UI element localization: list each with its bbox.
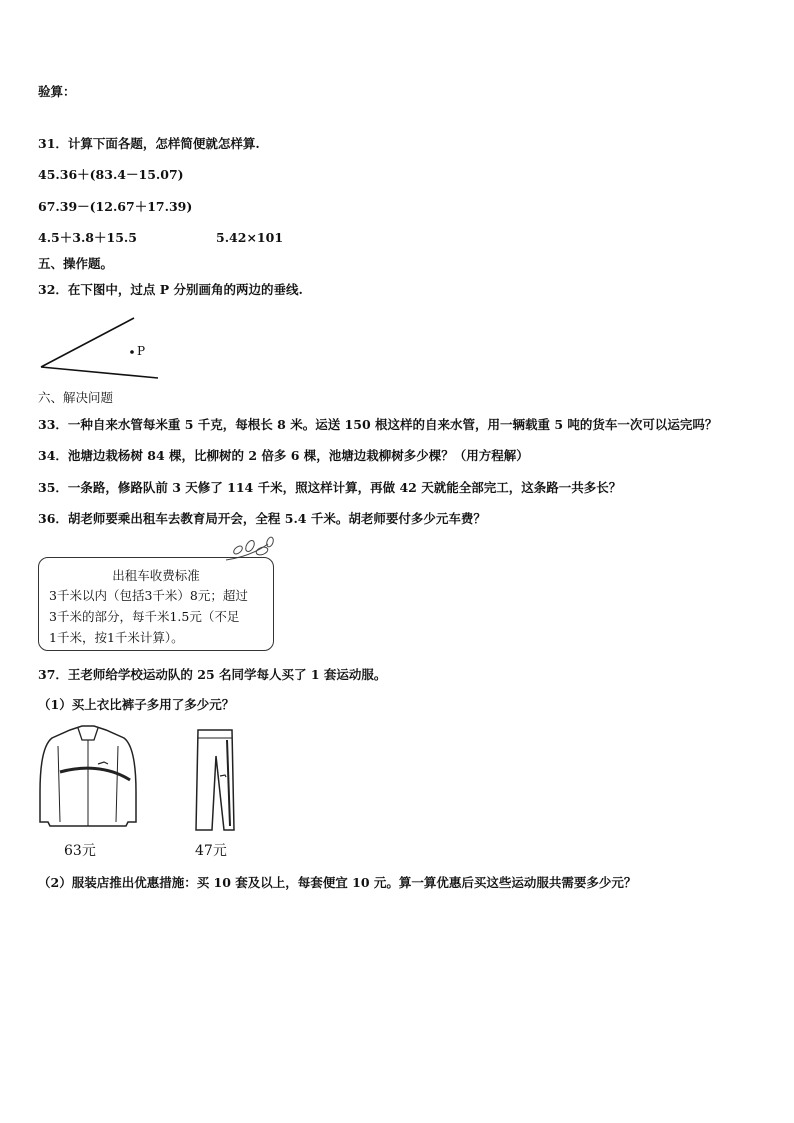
question-35: 35．一条路，修路队前 3 天修了 114 千米，照这样计算，再做 42 天就能全部完工，这条路一共多长？ [38, 480, 622, 495]
section-6-heading: 六、解决问题 [38, 390, 114, 405]
angle-lower-side [41, 367, 158, 378]
question-37-part-2: （2）服装店推出优惠措施：买 10 套及以上，每套便宜 10 元。算一算优惠后买这些运动服共需要多少元？ [38, 875, 637, 890]
expression-3: 4.5＋3.8＋15.5 [38, 230, 137, 245]
pants-image [190, 726, 240, 836]
taxi-fare-line-1: 3千米以内（包括3千米）8元；超过 [49, 588, 248, 603]
question-31: 31．计算下面各题，怎样简便就怎样算. [38, 136, 260, 151]
question-33: 33．一种自来水管每米重 5 千克，每根长 8 米。运送 150 根这样的自来水管，用一辆载重 5 吨的货车一次可以运完吗？ [38, 417, 718, 432]
expression-2: 67.39－(12.67＋17.39) [38, 199, 193, 214]
question-34: 34．池塘边栽杨树 84 棵，比柳树的 2 倍多 6 棵，池塘边栽柳树多少棵？（用方程解） [38, 448, 529, 463]
jacket-price: 63元 [64, 843, 96, 859]
expression-1: 45.36＋(83.4－15.07) [38, 167, 184, 182]
angle-figure [36, 312, 166, 382]
check-label: 验算： [38, 84, 76, 99]
taxi-fare-box [38, 557, 274, 651]
question-37-part-1: （1）买上衣比裤子多用了多少元？ [38, 697, 235, 712]
point-p-dot [130, 350, 134, 354]
taxi-fare-line-2: 3千米的部分，每千米1.5元（不足 [49, 609, 240, 624]
jacket-image [38, 722, 138, 834]
taxi-fare-title: 出租车收费标准 [112, 568, 200, 583]
question-36: 36．胡老师要乘出租车去教育局开会，全程 5.4 千米。胡老师要付多少元车费？ [38, 511, 486, 526]
expression-4: 5.42×101 [216, 230, 284, 245]
question-37: 37．王老师给学校运动队的 25 名同学每人买了 1 套运动服。 [38, 667, 387, 682]
angle-upper-side [41, 318, 134, 367]
pants-price: 47元 [195, 843, 227, 859]
point-p-label: P [137, 344, 146, 358]
taxi-fare-line-3: 1千米，按1千米计算）。 [49, 630, 184, 645]
question-32: 32．在下图中，过点 P 分别画角的两边的垂线. [38, 282, 303, 297]
section-5-heading: 五、操作题。 [38, 256, 114, 271]
